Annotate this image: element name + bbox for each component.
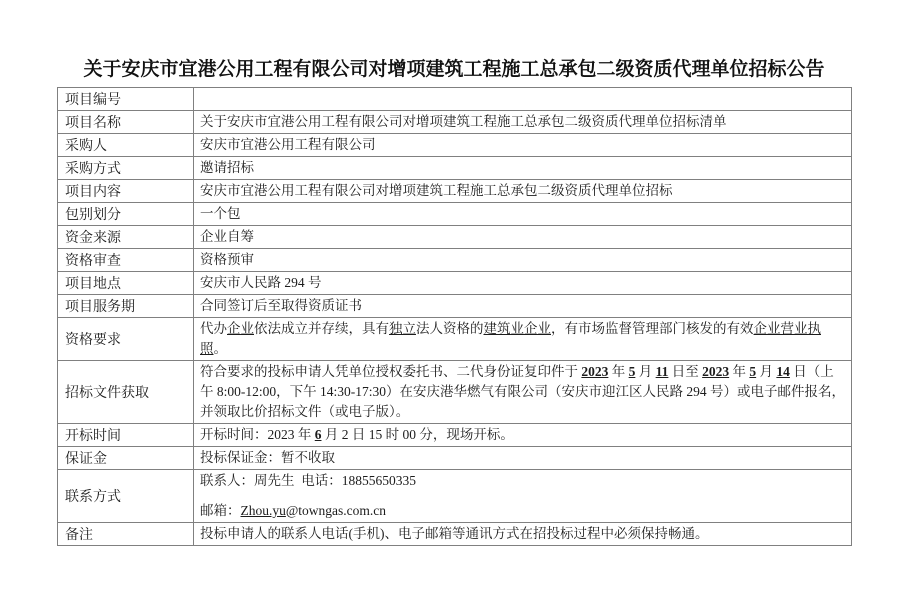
- row-label-cell: [58, 157, 194, 180]
- text-segment: 企业营业执照: [200, 321, 821, 356]
- row-value-cell: [194, 318, 852, 361]
- text-segment: 独立: [389, 321, 416, 336]
- row-value-cell: [194, 447, 852, 470]
- row-label-cell: [58, 447, 194, 470]
- text-segment: 法人资格的: [416, 321, 484, 336]
- row-value-cell: [194, 523, 852, 546]
- table-row: [58, 249, 852, 272]
- page-title: 关于安庆市宜港公用工程有限公司对增项建筑工程施工总承包二级资质代理单位招标公告: [83, 59, 825, 80]
- text-segment: 6: [314, 427, 322, 442]
- announcement-table-body: [58, 88, 852, 546]
- row-label: 包别划分: [65, 208, 121, 223]
- text-segment: 14: [776, 364, 790, 379]
- text-segment: 邀请招标: [200, 160, 254, 175]
- text-segment: 符合要求的投标申请人凭单位授权委托书、二代身份证复印件于: [200, 364, 582, 379]
- row-label-cell: [58, 470, 194, 523]
- text-segment: 资格预审: [200, 252, 254, 267]
- row-label-cell: [58, 111, 194, 134]
- value-paragraph: [200, 448, 845, 468]
- row-value-cell: [194, 470, 852, 523]
- value-paragraph: [200, 250, 845, 270]
- text-segment: 年: [729, 364, 750, 379]
- row-label-cell: [58, 424, 194, 447]
- text-segment: 5: [749, 364, 757, 379]
- row-label: 资格要求: [65, 333, 121, 348]
- text-segment: Zhou.yu: [240, 503, 286, 518]
- row-label: 项目编号: [65, 93, 121, 108]
- row-value-cell: [194, 272, 852, 295]
- row-label: 资格审查: [65, 254, 121, 269]
- table-row: [58, 424, 852, 447]
- text-segment: 企业自筹: [200, 229, 254, 244]
- row-label: 项目内容: [65, 185, 121, 200]
- text-segment: 合同签订后至取得资质证书: [200, 298, 362, 313]
- row-label-cell: [58, 180, 194, 203]
- table-row: [58, 111, 852, 134]
- row-label: 联系方式: [65, 490, 121, 505]
- text-segment: 月: [635, 364, 656, 379]
- text-segment: 2023: [702, 364, 730, 379]
- value-paragraph: [200, 362, 845, 422]
- row-label: 项目服务期: [65, 300, 135, 315]
- text-segment: 11: [655, 364, 669, 379]
- value-paragraph: [200, 471, 845, 491]
- row-value-cell: [194, 203, 852, 226]
- row-value-cell: [194, 180, 852, 203]
- table-row: [58, 295, 852, 318]
- text-segment: 投标保证金：暂不收取: [200, 450, 335, 465]
- row-value-cell: [194, 157, 852, 180]
- text-segment: 2023: [581, 364, 609, 379]
- row-label: 采购人: [65, 139, 107, 154]
- value-paragraph: [200, 227, 845, 247]
- text-segment: 日（上午 8:00-12:00，下午 14:30-17:30）在安庆港华燃气有限公司（安庆市迎江区人民路 294 号）或电子邮件报名，并领取比价招标文件（或电子版）。: [200, 364, 845, 419]
- row-label: 保证金: [65, 452, 107, 467]
- value-paragraph: [200, 181, 845, 201]
- text-segment: 关于安庆市宜港公用工程有限公司对增项建筑工程施工总承包二级资质代理单位招标清单: [200, 114, 727, 129]
- table-row: [58, 361, 852, 424]
- row-label-cell: [58, 523, 194, 546]
- value-paragraph: [200, 273, 845, 293]
- value-paragraph: [200, 425, 845, 445]
- text-segment: 依法成立并存续，具有: [254, 321, 389, 336]
- row-value-cell: [194, 295, 852, 318]
- row-label-cell: [58, 361, 194, 424]
- table-row: [58, 88, 852, 111]
- value-paragraph: [200, 158, 845, 178]
- table-row: [58, 470, 852, 523]
- announcement-table: [57, 87, 852, 546]
- row-label: 采购方式: [65, 162, 121, 177]
- row-label-cell: [58, 318, 194, 361]
- row-label-cell: [58, 88, 194, 111]
- table-row: [58, 272, 852, 295]
- row-label-cell: [58, 203, 194, 226]
- table-row: [58, 203, 852, 226]
- table-row: [58, 180, 852, 203]
- row-label-cell: [58, 295, 194, 318]
- text-segment: 年: [608, 364, 629, 379]
- table-row: [58, 318, 852, 361]
- row-label: 开标时间: [65, 429, 121, 444]
- text-segment: 月 2 日 15 时 00 分，现场开标。: [321, 427, 514, 442]
- row-value-cell: [194, 249, 852, 272]
- text-segment: 一个包: [200, 206, 241, 221]
- row-value-cell: [194, 134, 852, 157]
- text-segment: 月: [756, 364, 777, 379]
- text-segment: 联系人：周先生 电话：18855650335: [200, 473, 416, 488]
- announcement-document: [57, 54, 851, 546]
- text-segment: 安庆市人民路 294 号: [200, 275, 322, 290]
- value-paragraph: [200, 524, 845, 544]
- table-row: [58, 226, 852, 249]
- row-value-cell: [194, 111, 852, 134]
- text-segment: 开标时间：2023 年: [200, 427, 315, 442]
- text-segment: 。: [213, 341, 227, 356]
- value-paragraph: [200, 319, 845, 359]
- value-paragraph: [200, 296, 845, 316]
- text-segment: 5: [628, 364, 636, 379]
- text-segment: 代办: [200, 321, 227, 336]
- text-segment: 邮箱：: [200, 503, 241, 518]
- row-value-cell: [194, 88, 852, 111]
- row-label: 资金来源: [65, 231, 121, 246]
- table-row: [58, 134, 852, 157]
- row-value-cell: [194, 226, 852, 249]
- text-segment: 安庆市宜港公用工程有限公司: [200, 137, 376, 152]
- row-label-cell: [58, 226, 194, 249]
- row-label-cell: [58, 134, 194, 157]
- text-segment: 建筑业企业: [483, 321, 551, 336]
- table-row: [58, 447, 852, 470]
- text-segment: @towngas.com.cn: [285, 503, 387, 518]
- table-row: [58, 523, 852, 546]
- value-paragraph: [200, 135, 845, 155]
- row-label: 项目地点: [65, 277, 121, 292]
- row-label-cell: [58, 249, 194, 272]
- row-label-cell: [58, 272, 194, 295]
- row-label: 招标文件获取: [65, 386, 149, 401]
- table-row: [58, 157, 852, 180]
- value-paragraph: [200, 501, 845, 521]
- text-segment: 安庆市宜港公用工程有限公司对增项建筑工程施工总承包二级资质代理单位招标: [200, 183, 673, 198]
- value-paragraph: [200, 112, 845, 132]
- text-segment: 日至: [668, 364, 703, 379]
- text-segment: 企业: [227, 321, 254, 336]
- text-segment: ，有市场监督管理部门核发的有效: [551, 321, 754, 336]
- row-value-cell: [194, 424, 852, 447]
- text-segment: 投标申请人的联系人电话(手机)、电子邮箱等通讯方式在招投标过程中必须保持畅通。: [200, 526, 709, 541]
- row-label: 备注: [65, 528, 93, 543]
- value-paragraph: [200, 204, 845, 224]
- row-label: 项目名称: [65, 116, 121, 131]
- row-value-cell: [194, 361, 852, 424]
